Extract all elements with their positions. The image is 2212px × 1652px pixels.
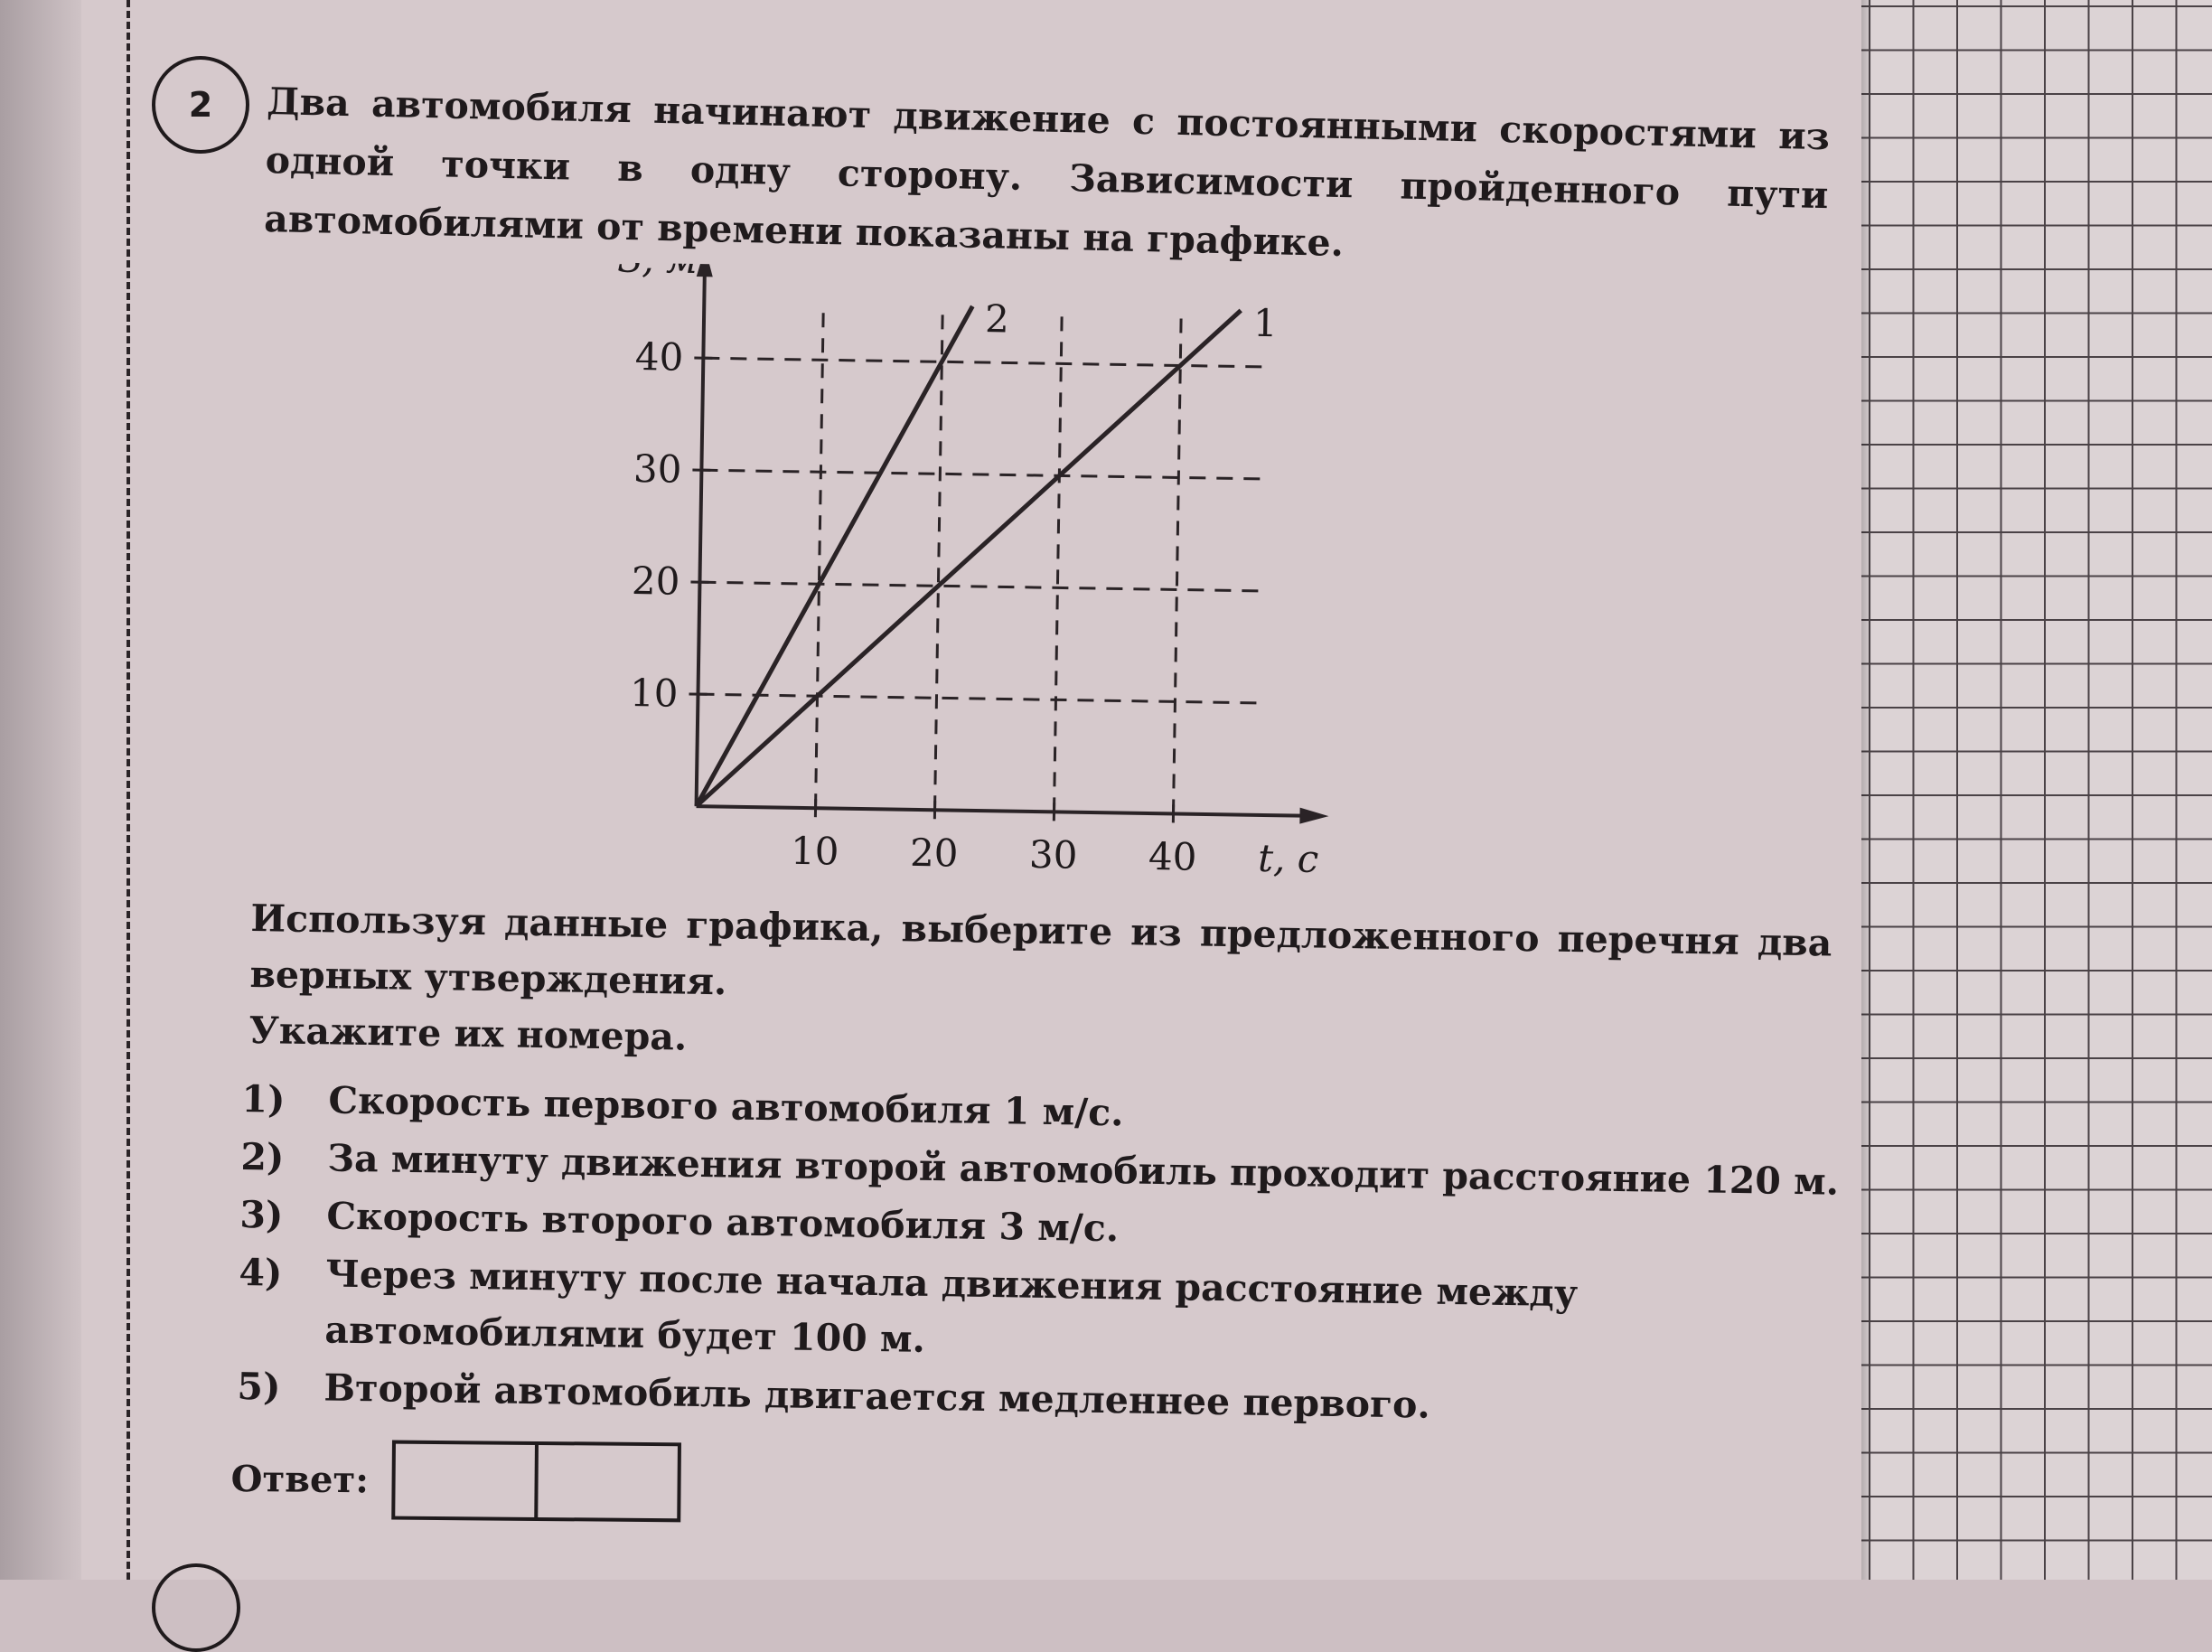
task-number-badge: 2: [152, 56, 249, 154]
option-text: За минуту движения второй автомобиль проходит расстояние 120 м.: [327, 1131, 1841, 1210]
answer-row: [230, 1439, 681, 1522]
y-tick-label: 10: [630, 671, 679, 716]
grid-line-vertical: [1054, 313, 1063, 812]
grid-line-vertical: [1173, 314, 1181, 813]
distance-time-chart: [568, 262, 1392, 898]
answer-label: Ответ:: [230, 1457, 369, 1500]
x-tick-label: 20: [910, 831, 959, 876]
x-axis-label: t, с: [1258, 836, 1319, 881]
series-label-1: 1: [1253, 301, 1279, 345]
graph-paper-margin: [1861, 0, 2212, 1580]
x-tick-label: 40: [1148, 834, 1197, 879]
task-intro: Два автомобиля начинают движение с постоянными скоростями из одной точки в одну сторону. Зависимости пройденного пути автомобилями от времени показаны на графике.: [264, 72, 1831, 284]
grid-line-horizontal: [699, 582, 1266, 591]
series-line-2: [697, 302, 973, 811]
y-tick-label: 40: [635, 334, 684, 380]
option-text: Скорость второго автомобиля 3 м/с.: [326, 1187, 1840, 1267]
question-subinstruction: Укажите их номера.: [248, 1002, 1831, 1083]
option-text: Второй автомобиль двигается медленнее первого.: [323, 1359, 1837, 1439]
option-text: Через минуту после начала движения расстояние между автомобилями будет 100 м.: [324, 1245, 1839, 1381]
cut-line: [127, 0, 130, 1580]
option-number: 5): [237, 1358, 324, 1416]
question-emphasis: два: [1757, 920, 1832, 964]
x-tick-label: 10: [791, 829, 839, 874]
y-tick-label: 30: [633, 446, 682, 492]
grid-line-vertical: [816, 309, 824, 808]
page-binding-shadow: [0, 0, 81, 1580]
x-axis: [697, 806, 1302, 816]
question-text-start: Используя данные графика, выберите из предложенного перечня: [250, 896, 1757, 963]
answer-box: [392, 1441, 682, 1523]
option-4: [238, 1244, 1839, 1382]
option-number: 2): [240, 1129, 328, 1187]
y-axis: [697, 275, 705, 806]
y-tick-label: 20: [632, 558, 680, 604]
chart-svg: [568, 262, 1392, 898]
options-list: [237, 1071, 1842, 1441]
question-block: [248, 890, 1832, 1083]
grid-line-vertical: [935, 311, 943, 810]
grid-line-horizontal: [701, 470, 1268, 479]
question-text-end: верных утверждения.: [249, 953, 726, 1003]
answer-cell-1[interactable]: [396, 1444, 536, 1519]
series-line-1: [697, 302, 1242, 814]
series-label-2: 2: [985, 296, 1010, 341]
y-axis-label: [617, 262, 698, 282]
grid-line-horizontal: [698, 694, 1265, 703]
option-number: 4): [238, 1244, 326, 1357]
option-number: 1): [241, 1071, 329, 1129]
x-axis-arrow: [1299, 808, 1328, 825]
option-number: 3): [239, 1187, 327, 1244]
answer-cell-2[interactable]: [535, 1445, 679, 1520]
graph-paper-shadow: [1861, 0, 1872, 1580]
y-axis-arrow: [697, 262, 714, 277]
next-task-number-badge: [152, 1563, 240, 1652]
x-tick-label: 30: [1029, 832, 1078, 878]
option-text: Скорость первого автомобиля 1 м/с.: [328, 1073, 1842, 1152]
